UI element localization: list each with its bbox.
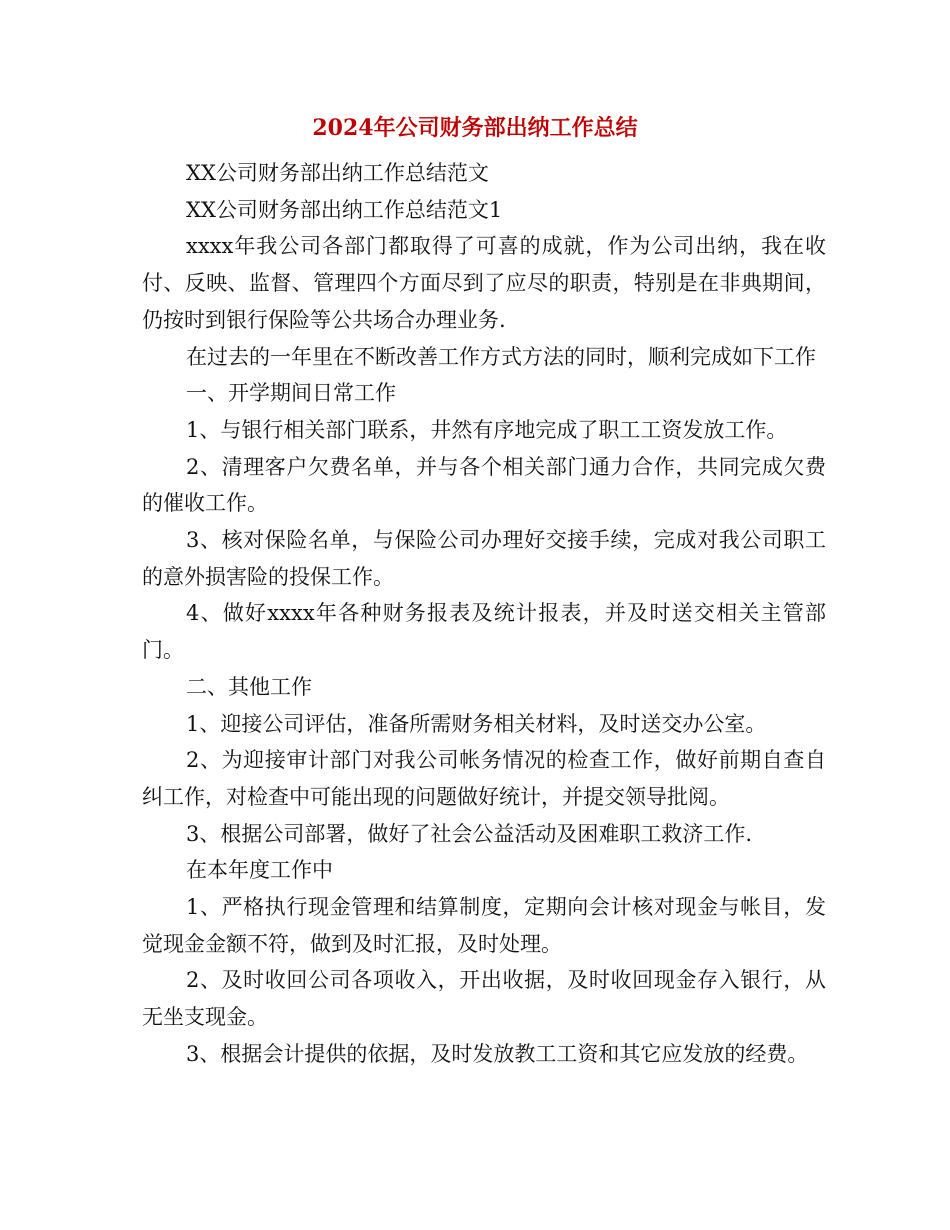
document-body bbox=[142, 155, 826, 1073]
paragraph: XX公司财务部出纳工作总结范文 bbox=[186, 161, 489, 185]
paragraph: 4、做好xxxx年各种财务报表及统计报表，并及时送交相关主管部门。 bbox=[142, 601, 826, 663]
paragraph: 3、根据公司部署，做好了社会公益活动及困难职工救济工作. bbox=[186, 821, 753, 846]
paragraph: 2、为迎接审计部门对我公司帐务情况的检查工作，做好前期自查自纠工作，对检查中可能出现的问题做好统计，并提交领导批阅。 bbox=[142, 748, 826, 809]
section-heading: 一、开学期间日常工作 bbox=[186, 381, 396, 406]
paragraph: 3、根据会计提供的依据，及时发放教工工资和其它应发放的经费。 bbox=[186, 1041, 809, 1066]
section-heading: 二、其他工作 bbox=[186, 674, 312, 699]
paragraph: 2、及时收回公司各项收入，开出收据，及时收回现金存入银行，从无坐支现金。 bbox=[142, 968, 826, 1030]
paragraph: 1、严格执行现金管理和结算制度，定期向会计核对现金与帐目，发觉现金金额不符，做到及时汇报，及时处理。 bbox=[142, 895, 826, 956]
paragraph: 2、清理客户欠费名单，并与各个相关部门通力合作，共同完成欠费的催收工作。 bbox=[142, 454, 826, 516]
paragraph: 1、迎接公司评估，准备所需财务相关材料，及时送交办公室。 bbox=[186, 711, 767, 736]
paragraph: 在过去的一年里在不断改善工作方式方法的同时，顺利完成如下工作 bbox=[186, 344, 816, 369]
paragraph: 3、核对保险名单，与保险公司办理好交接手续，完成对我公司职工的意外损害险的投保工作。 bbox=[142, 528, 826, 589]
document-title: 2024年公司财务部出纳工作总结 bbox=[312, 115, 638, 141]
paragraph: 1、与银行相关部门联系，井然有序地完成了职工工资发放工作。 bbox=[186, 417, 788, 442]
paragraph: XX公司财务部出纳工作总结范文1 bbox=[186, 197, 503, 222]
section-heading: 在本年度工作中 bbox=[186, 858, 333, 883]
paragraph: xxxx年我公司各部门都取得了可喜的成就，作为公司出纳，我在收付、反映、监督、管理四个方面尽到了应尽的职责，特别是在非典期间，仍按时到银行保险等公共场合办理业务. bbox=[142, 234, 826, 332]
